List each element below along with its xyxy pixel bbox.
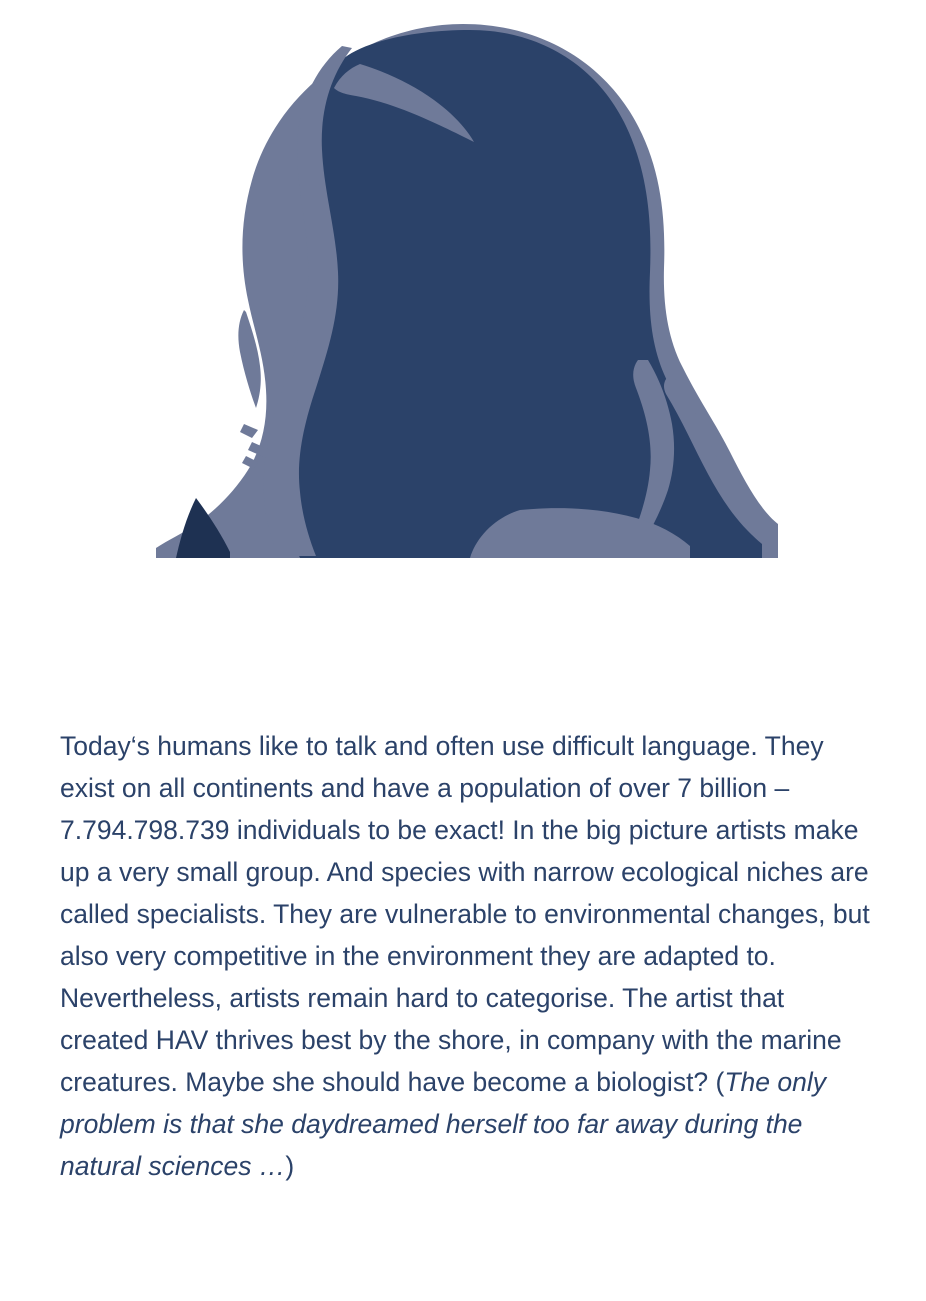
aside-close-paren: ): [285, 1151, 295, 1181]
aside-italic-text: The only problem is that she daydreamed herself too far away during the natural sciences …: [60, 1067, 826, 1181]
aside-open-paren: (: [715, 1067, 725, 1097]
species-description: [60, 725, 878, 1187]
artist-silhouette-portrait: [0, 0, 926, 600]
description-paragraph: Today‘s humans like to talk and often use difficult language. They exist on all continents and have a population of over 7 billion – 7.794.798.739 individuals to be exact! In the big picture artists make up a very small group. And species with narrow ecological niches are called specialists. They are vulnerable to environmental changes, but also very competitive in the environment they are adapted to. Nevertheless, artists remain hard to categorise. The artist that created HAV thrives best by the shore, in company with the marine creatures. Maybe she should have become a biologist?: [60, 731, 870, 1097]
